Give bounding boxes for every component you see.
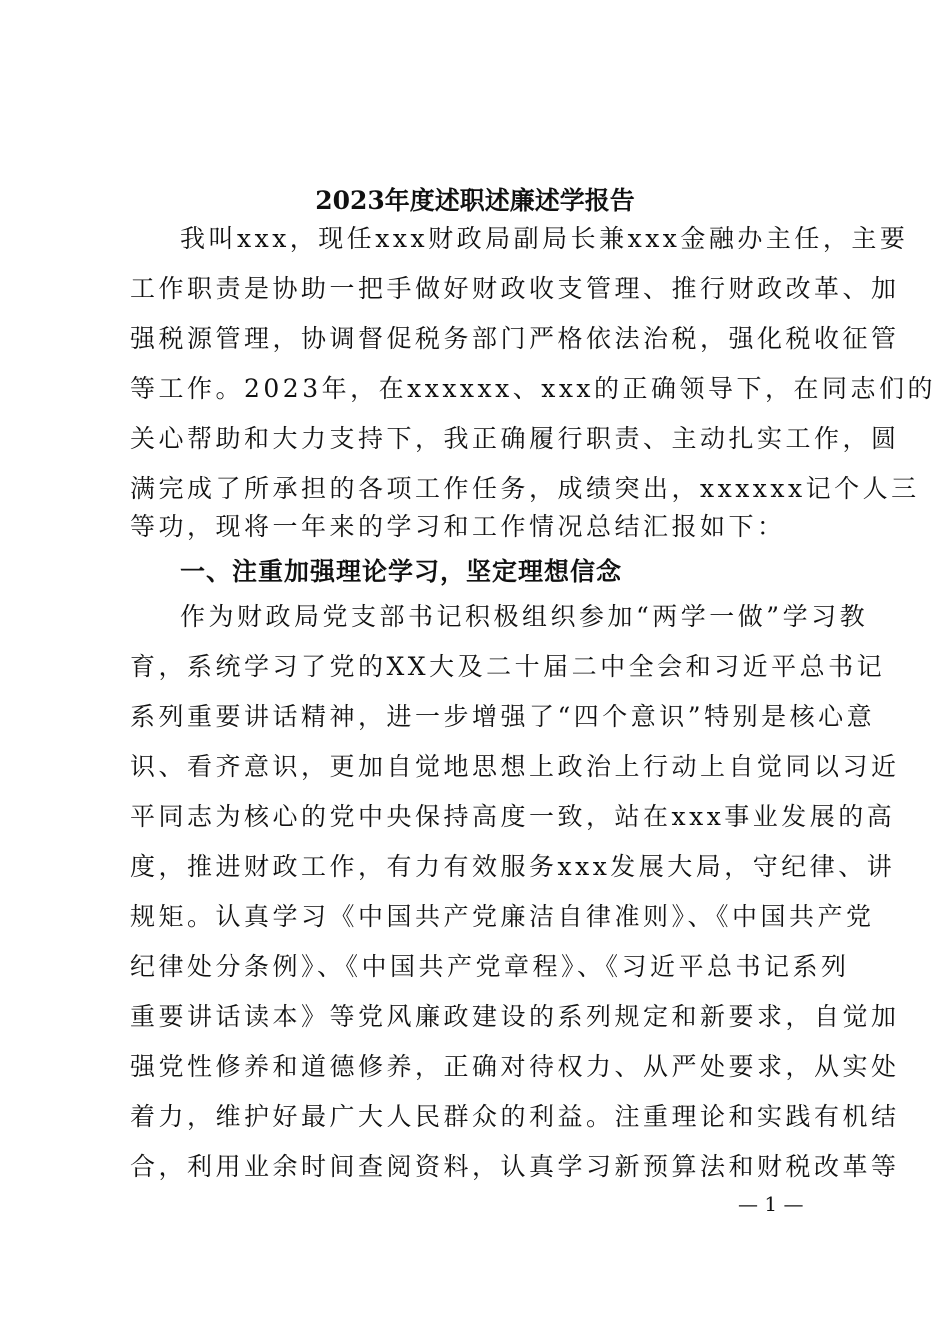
body-line: 满完成了所承担的各项工作任务，成绩突出，xxxxxx记个人三 — [130, 474, 920, 503]
body-line: 强税源管理，协调督促税务部门严格依法治税，强化税收征管 — [130, 324, 900, 353]
body-line: 识、看齐意识，更加自觉地思想上政治上行动上自觉同以习近 — [130, 752, 900, 781]
body-line: 纪律处分条例》、《中国共产党章程》、《习近平总书记系列 — [130, 952, 850, 981]
document-title: 2023年度述职述廉述学报告 — [315, 186, 635, 215]
body-line: 关心帮助和大力支持下，我正确履行职责、主动扎实工作，圆 — [130, 424, 900, 453]
page-number: — 1 — — [738, 1192, 804, 1216]
body-line: 育，系统学习了党的XX大及二十届二中全会和习近平总书记 — [130, 652, 886, 681]
body-line: 系列重要讲话精神，进一步增强了“四个意识”特别是核心意 — [130, 702, 876, 731]
body-line: 我叫xxx，现任xxx财政局副局长兼xxx金融办主任，主要 — [180, 224, 909, 253]
body-line: 等功，现将一年来的学习和工作情况总结汇报如下： — [130, 512, 786, 541]
body-line: 等工作。2023年，在xxxxxx、xxx的正确领导下，在同志们的 — [130, 374, 937, 403]
body-line: 重要讲话读本》等党风廉政建设的系列规定和新要求，自觉加 — [130, 1002, 900, 1031]
body-line: 平同志为核心的党中央保持高度一致，站在xxx事业发展的高 — [130, 802, 896, 831]
body-line: 工作职责是协助一把手做好财政收支管理、推行财政改革、加 — [130, 274, 900, 303]
section-heading: 一、注重加强理论学习，坚定理想信念 — [180, 557, 623, 586]
body-line: 度，推进财政工作，有力有效服务xxx发展大局，守纪律、讲 — [130, 852, 896, 881]
body-line: 着力，维护好最广大人民群众的利益。注重理论和实践有机结 — [130, 1102, 900, 1131]
body-line: 合，利用业余时间查阅资料，认真学习新预算法和财税改革等 — [130, 1152, 900, 1181]
body-line: 作为财政局党支部书记积极组织参加“两学一做”学习教 — [180, 602, 869, 631]
body-line: 强党性修养和道德修养，正确对待权力、从严处要求，从实处 — [130, 1052, 900, 1081]
body-line: 规矩。认真学习《中国共产党廉洁自律准则》、《中国共产党 — [130, 902, 875, 931]
